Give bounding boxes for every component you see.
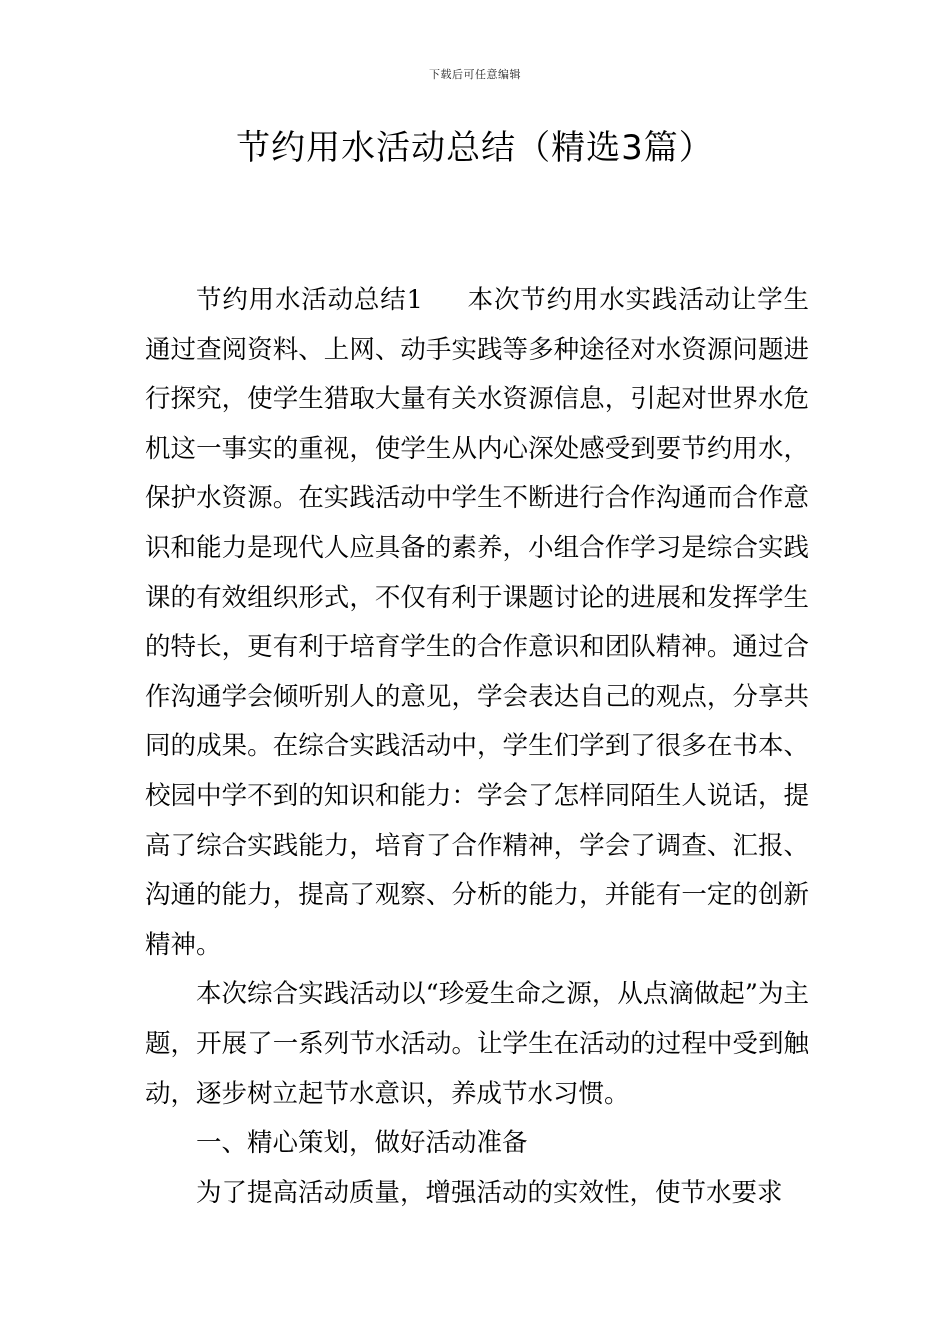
document-title: 节约用水活动总结（精选3篇） [236, 128, 714, 168]
subheading-1: 一、精心策划，做好活动准备 [196, 1128, 528, 1159]
document-body [145, 276, 809, 1218]
paragraph-1 [145, 276, 809, 970]
paragraph-2: 本次综合实践活动以“珍爱生命之源，从点滴做起”为主题，开展了一系列节水活动。让学生在活动的过程中受到触动，逐步树立起节水意识，养成节水习惯。 [145, 979, 809, 1109]
header-note: 下载后可任意编辑 [429, 68, 521, 81]
paragraph-1-text: 本次节约用水实践活动让学生通过查阅资料、上网、动手实践等多种途径对水资源问题进行探究，使学生猎取大量有关水资源信息，引起对世界水危机这一事实的重视，使学生从内心深处感受到要节约用水，保护水资源。在实践活动中学生不断进行合作沟通而合作意识和能力是现代人应具备的素养，小组合作学习是综合实践课的有效组织形式，不仅有利于课题讨论的进展和发挥学生的特长，更有利于培育学生的合作意识和团队精神。通过合作沟通学会倾听别人的意见，学会表达自己的观点，分享共同的成果。在综合实践活动中，学生们学到了很多在书本、校园中学不到的知识和能力：学会了怎样同陌生人说话，提高了综合实践能力，培育了合作精神，学会了调查、汇报、沟通的能力，提高了观察、分析的能力，并能有一定的创新精神。 [145, 285, 809, 960]
section-heading-1: 节约用水活动总结1 [196, 285, 423, 315]
paragraph-3: 为了提高活动质量，增强活动的实效性，使节水要求 [196, 1177, 783, 1208]
